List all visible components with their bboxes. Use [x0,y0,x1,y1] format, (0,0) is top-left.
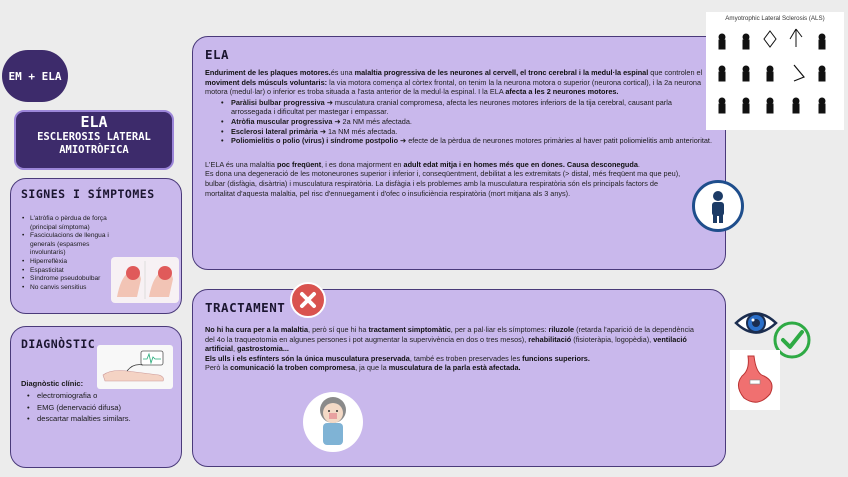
title-line-1: ELA [80,113,108,131]
text: , [232,344,238,354]
text: , també es troben preservades les [409,353,523,363]
als-reference-panel [706,12,844,130]
als-illustrations [710,25,840,125]
text-bold: ventilació artificial [205,334,687,354]
text: Però la [205,363,231,373]
ela-paragraph-2 [205,160,675,170]
person-icon [692,180,744,232]
text-bold: afecta a les 2 neurones motores. [505,87,619,97]
bullet-term: Paràlisi bulbar progressiva [231,97,325,107]
em-ela-badge [2,50,68,102]
treatment-paragraph [205,325,705,373]
list-item: • EMG (denervació difusa) [21,402,171,414]
ela-card-title: ELA [205,47,230,62]
list-item [221,98,713,117]
text: (retarda l'aparició de la dependència del 4o la traqueotomia en algunes persones i pot augmentar la supervivència en dos o tres mesos), [205,325,694,344]
text: . [637,159,640,169]
list-item: • Hiperreflèxia [21,258,125,267]
text-bold: adult edat mitja i en homes més que en dones. Causa desconeguda [403,159,638,169]
symptom-illustration [111,257,179,303]
text: L'ELA és una malaltia [205,159,277,169]
bullet-text: ➜ musculatura cranial compromesa, afecta les neurones motores inferiors de la tija cerebral, causant parla arrossegada i dificultat per mastegar i empassar. [231,97,672,117]
list-item [221,136,713,146]
bullet-text: ➜ 2a NM més afectada. [332,116,412,126]
emg-illustration [97,345,173,389]
list-item [221,127,713,137]
list-item: • No canvis sensitius [21,284,125,293]
list-item: • Síndrome pseudobulbar [21,275,125,284]
signes-title: SIGNES I SÍMPTOMES [21,187,155,201]
text-bold: malaltia progressiva de les neurones al cervell, el tronc cerebral i la medul·la espinal [354,68,649,77]
text-bold: gastrostomia... [237,344,289,354]
bullet-term: Esclerosi lateral primària [231,126,318,136]
text: , i es dona majorment en [321,159,404,169]
diagnostic-list [21,390,171,425]
text-bold: rehabilitació [528,334,572,344]
stomach-illustration [730,350,780,410]
treatment-title: TRACTAMENT [205,300,286,315]
ela-info-card [192,36,726,270]
list-item [221,117,713,127]
ela-title-box [14,110,174,170]
bullet-text: ➜ efecte de la pèrdua de neurones motores primàries al haver patit poliomielitis amb anterioritat. [398,136,712,146]
text-bold: riluzole [548,325,575,334]
text-bold: comunicació la troben compromesa [230,363,356,373]
list-item: • Fasciculacions de llengua i generals (espasmes involuntaris) [21,232,125,258]
text-bold: No hi ha cura per a la malaltia [205,325,309,334]
text-bold: Els ulls i els esfínters són la única musculatura preservada [205,353,410,363]
cross-icon [290,282,326,318]
als-panel-title: Amyotrophic Lateral Sclerosis (ALS) [725,15,825,22]
list-item: • Espasticitat [21,267,125,276]
text-bold: Enduriment de les plaques motores. [205,68,331,77]
text: (fisioteràpia, logopèdia), [571,334,654,344]
ela-paragraph-1 [205,68,713,97]
list-item: • electromiografia o [21,390,171,402]
list-item: • descartar malalties similars. [21,413,171,425]
bullet-term: Poliomielitis o polio (virus) i síndrome postpolio [231,136,399,146]
title-line-2: ESCLEROSIS LATERAL [37,131,151,143]
text: , però sí que hi ha [308,325,369,334]
diagnostic-label: Diagnòstic clínic: [21,379,84,388]
text-bold: poc freqüent [276,159,322,169]
patient-illustration [301,386,365,462]
text: que controlen el [648,68,703,77]
text: la via motora comença al còrtex frontal, on tenim la la neurona motora o superior (neurona cortical), i la 2a neurona motora (medul·lar) o inferior es troba situada a l'asta anterior de la medul·la espinal. I la ELA [205,77,702,97]
bullet-term: Atròfia muscular progressiva [231,116,333,126]
title-line-3: AMIOTRÒFICA [59,144,129,156]
list-item: • L'atròfia o pèrdua de força (principal símptoma) [21,215,125,232]
text-bold: funcions superiors. [522,353,590,363]
text-bold: tractament simptomàtic [368,325,451,334]
ela-paragraph-3: Es dona una degeneració de les motoneurones superior i inferior i, conseqüentment, debilitat a les extremitats (> distal, més freqüent ma que peu), bulbar (disfàgia, disàrtria) i musculatura respiratòria. La disfàgia i els problemes amb la musculatura respiratòria són els principals factors de mortalitat d'aquesta malaltia, pel risc d'ennuegament i d'ofec o insuficiència respiratòria (mort mitjana als 3 anys). [205,169,681,198]
treatment-card [192,289,726,467]
text: , per a pal·liar els símptomes: [450,325,549,334]
ela-bullets [221,98,713,146]
text: és una [330,68,355,77]
text: , ja que la [355,363,389,373]
diagnostic-card [10,326,182,468]
signes-card [10,178,182,314]
text-bold: moviment dels músculs voluntaris: [205,77,328,87]
em-ela-label: EM + ELA [8,69,62,83]
diagnostic-title: DIAGNÒSTIC [21,337,96,351]
text-bold: musculatura de la parla està afectada. [388,363,521,373]
bullet-text: ➜ 1a NM més afectada. [317,126,398,136]
